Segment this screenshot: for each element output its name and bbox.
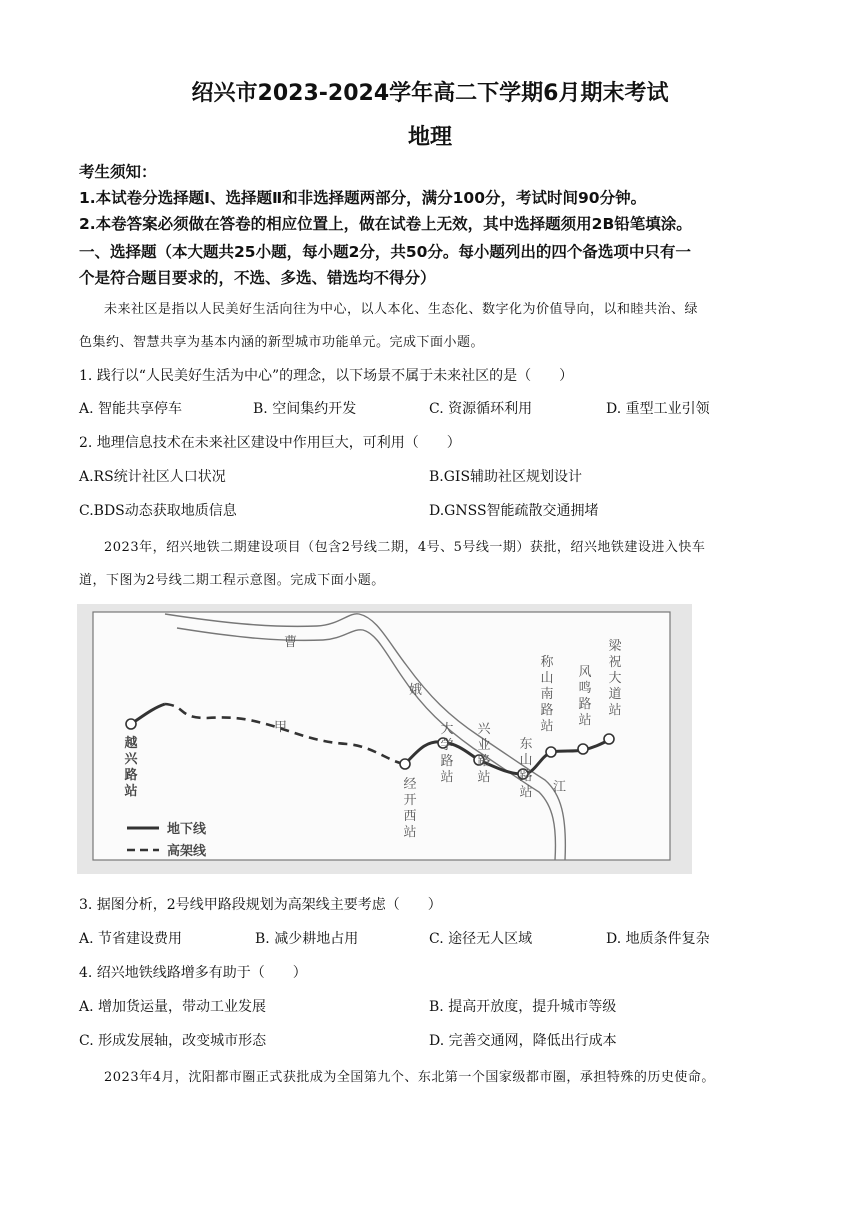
q2-stem: 2. 地理信息技术在未来社区建设中作用巨大，可利用（ ） bbox=[79, 435, 461, 451]
q3-option-c: C. 途径无人区域 bbox=[429, 931, 533, 947]
passage1-line2: 色集约、智慧共享为基本内涵的新型城市功能单元。完成下面小题。 bbox=[79, 335, 485, 350]
q4-stem: 4. 绍兴地铁线路增多有助于（ ） bbox=[79, 965, 307, 981]
station-chengshannan bbox=[546, 747, 556, 757]
q4-option-c: C. 形成发展轴，改变城市形态 bbox=[79, 1033, 267, 1049]
q2-option-b: B.GIS辅助社区规划设计 bbox=[429, 469, 583, 485]
label-xingye: 兴业路站 bbox=[477, 722, 491, 785]
q1-option-c: C. 资源循环利用 bbox=[429, 401, 533, 417]
label-daxue: 大学路站 bbox=[440, 722, 454, 785]
q2-option-d: D.GNSS智能疏散交通拥堵 bbox=[429, 503, 599, 519]
label-yuexing: 越兴路站 bbox=[124, 736, 138, 799]
q1-option-b: B. 空间集约开发 bbox=[253, 401, 357, 417]
station-jingkaixi bbox=[400, 759, 410, 769]
q4-option-a: A. 增加货运量，带动工业发展 bbox=[79, 999, 267, 1015]
notice-heading: 考生须知： bbox=[79, 163, 157, 181]
q3-option-a: A. 节省建设费用 bbox=[79, 931, 183, 947]
station-liangzhu bbox=[604, 734, 614, 744]
q3-option-b: B. 减少耕地占用 bbox=[255, 931, 359, 947]
passage1-line1: 未来社区是指以人民美好生活向往为中心，以人本化、生态化、数字化为价值导向，以和睦共治、绿 bbox=[104, 302, 699, 317]
passage2-line1: 2023年，绍兴地铁二期建设项目（包含2号线二期，4号、5号线一期）获批，绍兴地铁建设进入快车 bbox=[104, 540, 706, 555]
label-fengming: 风鸣路站 bbox=[578, 665, 592, 728]
q2-option-c: C.BDS动态获取地质信息 bbox=[79, 503, 237, 519]
label-chengshannan: 称山南路站 bbox=[540, 655, 554, 734]
legend-elevated-label: 高架线 bbox=[167, 844, 207, 859]
label-jingkaixi: 经开西站 bbox=[403, 777, 417, 840]
q1-option-a: A. 智能共享停车 bbox=[79, 401, 183, 417]
legend-underground-label: 地下线 bbox=[167, 822, 207, 837]
q4-option-d: D. 完善交通网，降低出行成本 bbox=[429, 1033, 617, 1049]
passage2-line2: 道，下图为2号线二期工程示意图。完成下面小题。 bbox=[79, 573, 385, 588]
segment-label-jia: 甲 bbox=[274, 720, 288, 735]
q1-stem: 1. 践行以“人民美好生活为中心”的理念，以下场景不属于未来社区的是（ ） bbox=[79, 368, 574, 384]
section-heading-line1: 一、选择题（本大题共25小题，每小题2分，共50分。每小题列出的四个备选项中只有一 bbox=[79, 243, 691, 261]
q3-stem: 3. 据图分析，2号线甲路段规划为高架线主要考虑（ ） bbox=[79, 897, 442, 913]
river-char-2: 娥 bbox=[409, 683, 423, 698]
label-liangzhu: 梁祝大道站 bbox=[608, 639, 622, 718]
notice-item-2: 2.本卷答案必须做在答卷的相应位置上，做在试卷上无效，其中选择题须用2B铅笔填涂。 bbox=[79, 215, 692, 233]
metro-line-map bbox=[77, 604, 692, 874]
notice-item-1: 1.本试卷分选择题Ⅰ、选择题Ⅱ和非选择题两部分，满分100分，考试时间90分钟。 bbox=[79, 189, 647, 207]
q3-option-d: D. 地质条件复杂 bbox=[606, 931, 710, 947]
subject-title: 地理 bbox=[407, 125, 452, 150]
station-yuexing bbox=[126, 719, 136, 729]
label-dongshan: 东山路站 bbox=[519, 737, 533, 800]
section-heading-line2: 个是符合题目要求的，不选、多选、错选均不得分） bbox=[79, 269, 436, 287]
q4-option-b: B. 提高开放度，提升城市等级 bbox=[429, 999, 617, 1015]
river-char-1: 曹 bbox=[284, 635, 298, 650]
page-title: 绍兴市2023-2024学年高二下学期6月期末考试 bbox=[191, 81, 669, 106]
q2-option-a: A.RS统计社区人口状况 bbox=[79, 469, 226, 485]
passage3-line1: 2023年4月，沈阳都市圈正式获批成为全国第九个、东北第一个国家级都市圈，承担特殊的历史使命。 bbox=[104, 1070, 715, 1085]
station-fengming bbox=[578, 744, 588, 754]
river-char-3: 江 bbox=[553, 780, 567, 795]
q1-option-d: D. 重型工业引领 bbox=[606, 401, 710, 417]
